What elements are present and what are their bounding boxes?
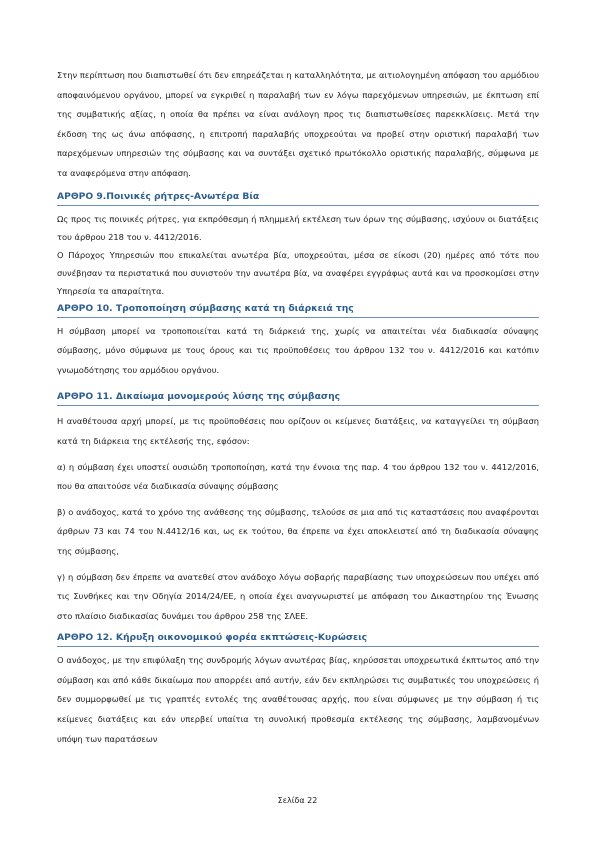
- paragraph-contract-modification: Η σύμβαση μπορεί να τροποποιείται κατά τη διάρκειά της, χωρίς να απαιτείται νέα διαδικασία σύναψης σύμβασης, μόνο σύμφωνα με τους όρους και τις προϋποθέσεις του άρθρου 132 του ν. 4412/2016 και κατόπιν γνωμοδότησης του αρμόδιου οργάνου.: [57, 325, 539, 375]
- paragraph-penalty-clauses: Ως προς τις ποινικές ρήτρες, για εκπρόθεσμη ή πλημμελή εκτέλεση των όρων της σύμβασης, ισχύουν οι διατάξεις του άρθρου 218 του ν. 4412/2016.: [57, 213, 539, 242]
- heading-article-9: ΑΡΘΡΟ 9.Ποινικές ρήτρες-Ανωτέρα Βία: [57, 190, 539, 206]
- page-number: Σελίδα 22: [277, 796, 318, 805]
- heading-article-10: ΑΡΘΡΟ 10. Τροποποίηση σύμβασης κατά τη διάρκειά της: [57, 302, 539, 318]
- paragraph-termination-a: α) η σύμβαση έχει υποστεί ουσιώδη τροποποίηση, κατά την έννοια της παρ. 4 του άρθρου 132 του ν. 4412/2016, που θα απαιτούσε νέα διαδικασία σύναψης σύμβασης: [57, 461, 539, 492]
- paragraph-termination-c: γ) η σύμβαση δεν έπρεπε να ανατεθεί στον ανάδοχο λόγω σοβαρής παραβίασης των υποχρεώσεων που υπέχει από τις Συνθήκες και την Οδηγία 2014/24/ΕΕ, η οποία έχει αναγνωριστεί με απόφαση του Δικαστηρίου της Ένωσης στο πλαίσιο διαδικασίας δυνάμει του άρθρου 258 της ΣΛΕΕ.: [57, 571, 539, 621]
- paragraph-termination-b: β) ο ανάδοχος, κατά το χρόνο της ανάθεσης της σύμβασης, τελούσε σε μια από τις καταστάσεις που αναφέρονται άρθρων 73 και 74 του Ν.4412/16 και, ως εκ τούτου, θα έπρεπε να έχει αποκλειστεί από τη διαδικασία σύναψης της σύμβασης,: [57, 506, 539, 556]
- paragraph-forfeiture: Ο ανάδοχος, με την επιφύλαξη της συνδρομής λόγων ανωτέρας βίας, κηρύσσεται υποχρεωτικά έκπτωτος από την σύμβαση και από κάθε δικαίωμα που απορρέει από αυτήν, εάν δεν εκπληρώσει τις συμβατικές του υποχρεώσεις ή δεν συμμορφωθεί με τις γραπτές εντολές της αναθέτουσας αρχής, που είναι σύμφωνες με την σύμβαση ή τις κείμενες διατάξεις και εάν υπερβεί υπαίτια τη συνολική προθεσμία εκτέλεσης της σύμβασης, λαμβανομένων υπόψη των παρατάσεων: [57, 655, 539, 744]
- paragraph-force-majeure: Ο Πάροχος Υπηρεσιών που επικαλείται ανωτέρα βία, υποχρεούται, μέσα σε είκοσι (20) ημέρες από τότε που συνέβησαν τα περιστατικά που συνιστούν την ανωτέρα βία, να αναφέρει εγγράφως αυτά και να προσκομίσει στην Υπηρεσία τα απαραίτητα.: [57, 249, 539, 296]
- paragraph-termination-intro: Η αναθέτουσα αρχή μπορεί, με τις προϋποθέσεις που ορίζουν οι κείμενες διατάξεις, να καταγγείλει τη σύμβαση κατά τη διάρκεια της εκτέλεσής της, εφόσον:: [57, 416, 539, 446]
- paragraph-acceptance-discount: Στην περίπτωση που διαπιστωθεί ότι δεν επηρεάζεται η καταλληλότητα, με αιτιολογημένη απόφαση του αρμόδιου αποφαινόμενου οργάνου, μπορεί να εγκριθεί η παραλαβή των εν λόγω παρεχόμενων υπηρεσιών, με έκπτωση επί της συμβατικής αξίας, η οποία θα πρέπει να είναι ανάλογη προς τις διαπιστωθείσες παρεκκλίσεις. Μετά την έκδοση της ως άνω απόφασης, η επιτροπή παραλαβής υποχρεούται να προβεί στην οριστική παραλαβή των παρεχόμενων υπηρεσιών της σύμβασης και να συντάξει σχετικό πρωτόκολλο οριστικής παραλαβής, σύμφωνα με τα αναφερόμενα στην απόφαση.: [57, 70, 539, 178]
- page-body: [57, 66, 539, 749]
- heading-article-12: ΑΡΘΡΟ 12. Κήρυξη οικονομικού φορέα εκπτώσεις-Κυρώσεις: [57, 631, 539, 647]
- heading-article-11: ΑΡΘΡΟ 11. Δικαίωμα μονομερούς λύσης της σύμβασης: [57, 390, 539, 406]
